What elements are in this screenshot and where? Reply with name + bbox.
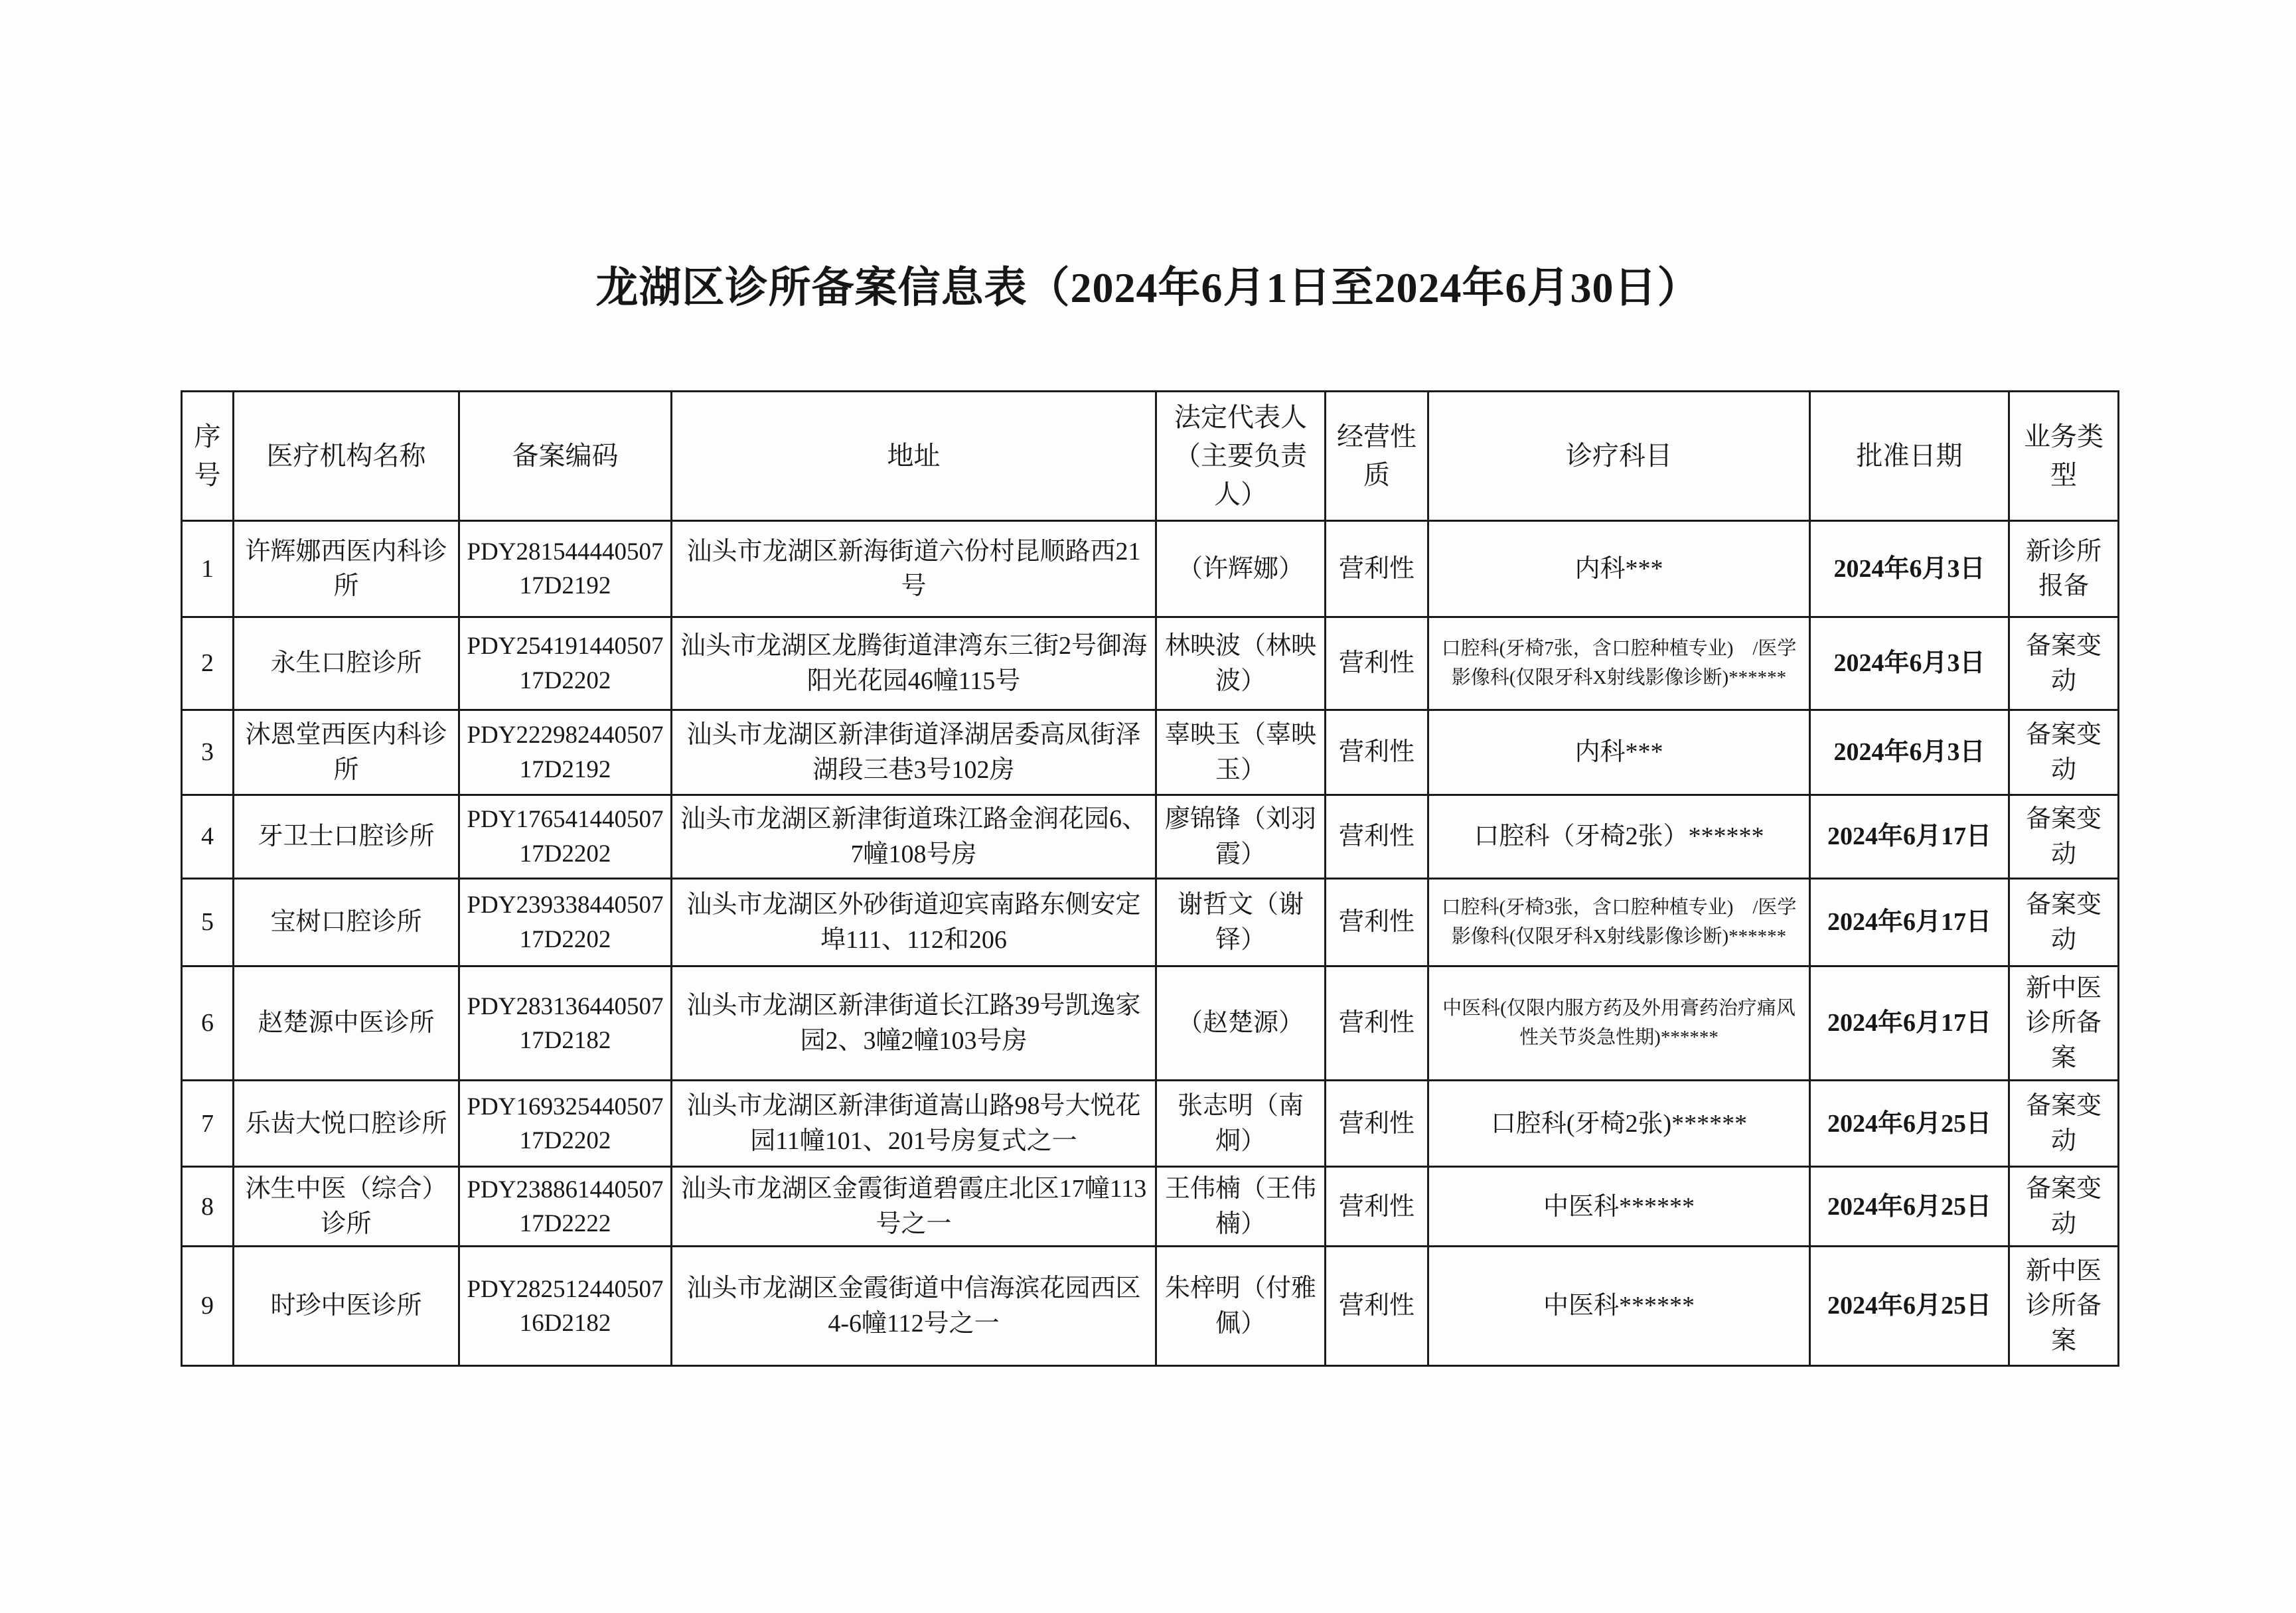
table-row xyxy=(182,1081,2119,1167)
cell-approval-date: 2024年6月3日 xyxy=(1810,617,2009,710)
cell-treatment-subjects: 内科*** xyxy=(1428,710,1810,795)
header-institution-name: 医疗机构名称 xyxy=(234,392,459,521)
cell-serial: 2 xyxy=(182,617,234,710)
cell-address: 汕头市龙湖区龙腾街道津湾东三街2号御海阳光花园46幢115号 xyxy=(672,617,1156,710)
cell-business-nature: 营利性 xyxy=(1326,879,1428,966)
cell-approval-date: 2024年6月17日 xyxy=(1810,966,2009,1081)
cell-address: 汕头市龙湖区新海街道六份村昆顺路西21号 xyxy=(672,521,1156,617)
table-row xyxy=(182,710,2119,795)
cell-approval-date: 2024年6月3日 xyxy=(1810,521,2009,617)
cell-serial: 8 xyxy=(182,1167,234,1247)
cell-institution-name: 时珍中医诊所 xyxy=(234,1247,459,1366)
cell-legal-rep: 辜映玉（辜映玉） xyxy=(1156,710,1326,795)
cell-address: 汕头市龙湖区新津街道长江路39号凯逸家园2、3幢2幢103号房 xyxy=(672,966,1156,1081)
cell-approval-date: 2024年6月25日 xyxy=(1810,1167,2009,1247)
cell-institution-name: 许辉娜西医内科诊所 xyxy=(234,521,459,617)
cell-approval-date: 2024年6月25日 xyxy=(1810,1247,2009,1366)
cell-business-nature: 营利性 xyxy=(1326,966,1428,1081)
cell-filing-code: PDY23886144050717D2222 xyxy=(459,1167,672,1247)
cell-legal-rep: 谢哲文（谢铎） xyxy=(1156,879,1326,966)
table-row xyxy=(182,617,2119,710)
header-serial: 序号 xyxy=(182,392,234,521)
cell-business-type: 备案变动 xyxy=(2009,617,2119,710)
cell-business-type: 备案变动 xyxy=(2009,710,2119,795)
cell-filing-code: PDY28313644050717D2182 xyxy=(459,966,672,1081)
cell-filing-code: PDY25419144050717D2202 xyxy=(459,617,672,710)
cell-institution-name: 沐生中医（综合）诊所 xyxy=(234,1167,459,1247)
cell-treatment-subjects: 口腔科(牙椅2张)****** xyxy=(1428,1081,1810,1167)
cell-institution-name: 赵楚源中医诊所 xyxy=(234,966,459,1081)
page-title: 龙湖区诊所备案信息表（2024年6月1日至2024年6月30日） xyxy=(595,264,1701,311)
cell-approval-date: 2024年6月17日 xyxy=(1810,879,2009,966)
cell-address: 汕头市龙湖区新津街道泽湖居委高凤街泽湖段三巷3号102房 xyxy=(672,710,1156,795)
cell-treatment-subjects: 中医科****** xyxy=(1428,1247,1810,1366)
header-address: 地址 xyxy=(672,392,1156,521)
table-row xyxy=(182,521,2119,617)
cell-filing-code: PDY17654144050717D2202 xyxy=(459,795,672,879)
table-row xyxy=(182,1247,2119,1366)
cell-address: 汕头市龙湖区外砂街道迎宾南路东侧安定埠111、112和206 xyxy=(672,879,1156,966)
cell-legal-rep: （许辉娜） xyxy=(1156,521,1326,617)
cell-serial: 7 xyxy=(182,1081,234,1167)
cell-legal-rep: （赵楚源） xyxy=(1156,966,1326,1081)
cell-business-nature: 营利性 xyxy=(1326,521,1428,617)
cell-approval-date: 2024年6月17日 xyxy=(1810,795,2009,879)
cell-treatment-subjects: 内科*** xyxy=(1428,521,1810,617)
header-approval-date: 批准日期 xyxy=(1810,392,2009,521)
cell-serial: 1 xyxy=(182,521,234,617)
cell-business-nature: 营利性 xyxy=(1326,1167,1428,1247)
cell-institution-name: 宝树口腔诊所 xyxy=(234,879,459,966)
cell-business-type: 备案变动 xyxy=(2009,1081,2119,1167)
table-row xyxy=(182,795,2119,879)
cell-legal-rep: 张志明（南炯） xyxy=(1156,1081,1326,1167)
cell-institution-name: 永生口腔诊所 xyxy=(234,617,459,710)
cell-filing-code: PDY28251244050716D2182 xyxy=(459,1247,672,1366)
cell-legal-rep: 朱梓明（付雅佩） xyxy=(1156,1247,1326,1366)
cell-treatment-subjects: 中医科****** xyxy=(1428,1167,1810,1247)
cell-legal-rep: 林映波（林映波） xyxy=(1156,617,1326,710)
cell-serial: 5 xyxy=(182,879,234,966)
records-table xyxy=(181,390,2119,1367)
cell-business-type: 新诊所报备 xyxy=(2009,521,2119,617)
cell-business-nature: 营利性 xyxy=(1326,1247,1428,1366)
cell-treatment-subjects: 口腔科(牙椅7张，含口腔种植专业) /医学影像科(仅限牙科X射线影像诊断)****** xyxy=(1428,617,1810,710)
cell-institution-name: 沐恩堂西医内科诊所 xyxy=(234,710,459,795)
cell-serial: 6 xyxy=(182,966,234,1081)
cell-business-type: 新中医诊所备案 xyxy=(2009,966,2119,1081)
cell-treatment-subjects: 口腔科（牙椅2张）****** xyxy=(1428,795,1810,879)
cell-business-type: 备案变动 xyxy=(2009,1167,2119,1247)
cell-institution-name: 牙卫士口腔诊所 xyxy=(234,795,459,879)
cell-legal-rep: 王伟楠（王伟楠） xyxy=(1156,1167,1326,1247)
cell-treatment-subjects: 口腔科(牙椅3张，含口腔种植专业) /医学影像科(仅限牙科X射线影像诊断)****** xyxy=(1428,879,1810,966)
cell-serial: 9 xyxy=(182,1247,234,1366)
cell-business-type: 备案变动 xyxy=(2009,795,2119,879)
cell-business-nature: 营利性 xyxy=(1326,795,1428,879)
cell-business-type: 新中医诊所备案 xyxy=(2009,1247,2119,1366)
cell-business-nature: 营利性 xyxy=(1326,710,1428,795)
cell-address: 汕头市龙湖区金霞街道中信海滨花园西区4-6幢112号之一 xyxy=(672,1247,1156,1366)
table-header-row xyxy=(182,392,2119,521)
table-row xyxy=(182,879,2119,966)
cell-approval-date: 2024年6月25日 xyxy=(1810,1081,2009,1167)
cell-institution-name: 乐齿大悦口腔诊所 xyxy=(234,1081,459,1167)
cell-business-type: 备案变动 xyxy=(2009,879,2119,966)
cell-legal-rep: 廖锦锋（刘羽霞） xyxy=(1156,795,1326,879)
cell-filing-code: PDY22298244050717D2192 xyxy=(459,710,672,795)
table-row xyxy=(182,1167,2119,1247)
cell-address: 汕头市龙湖区新津街道嵩山路98号大悦花园11幢101、201号房复式之一 xyxy=(672,1081,1156,1167)
cell-business-nature: 营利性 xyxy=(1326,1081,1428,1167)
cell-address: 汕头市龙湖区金霞街道碧霞庄北区17幢113号之一 xyxy=(672,1167,1156,1247)
cell-filing-code: PDY28154444050717D2192 xyxy=(459,521,672,617)
cell-address: 汕头市龙湖区新津街道珠江路金润花园6、7幢108号房 xyxy=(672,795,1156,879)
cell-business-nature: 营利性 xyxy=(1326,617,1428,710)
cell-approval-date: 2024年6月3日 xyxy=(1810,710,2009,795)
cell-serial: 3 xyxy=(182,710,234,795)
cell-serial: 4 xyxy=(182,795,234,879)
table-row xyxy=(182,966,2119,1081)
header-filing-code: 备案编码 xyxy=(459,392,672,521)
header-treatment-subjects: 诊疗科目 xyxy=(1428,392,1810,521)
cell-filing-code: PDY16932544050717D2202 xyxy=(459,1081,672,1167)
header-business-nature: 经营性质 xyxy=(1326,392,1428,521)
header-business-type: 业务类型 xyxy=(2009,392,2119,521)
header-legal-rep: 法定代表人（主要负责人） xyxy=(1156,392,1326,521)
cell-filing-code: PDY23933844050717D2202 xyxy=(459,879,672,966)
cell-treatment-subjects: 中医科(仅限内服方药及外用膏药治疗痛风性关节炎急性期)****** xyxy=(1428,966,1810,1081)
